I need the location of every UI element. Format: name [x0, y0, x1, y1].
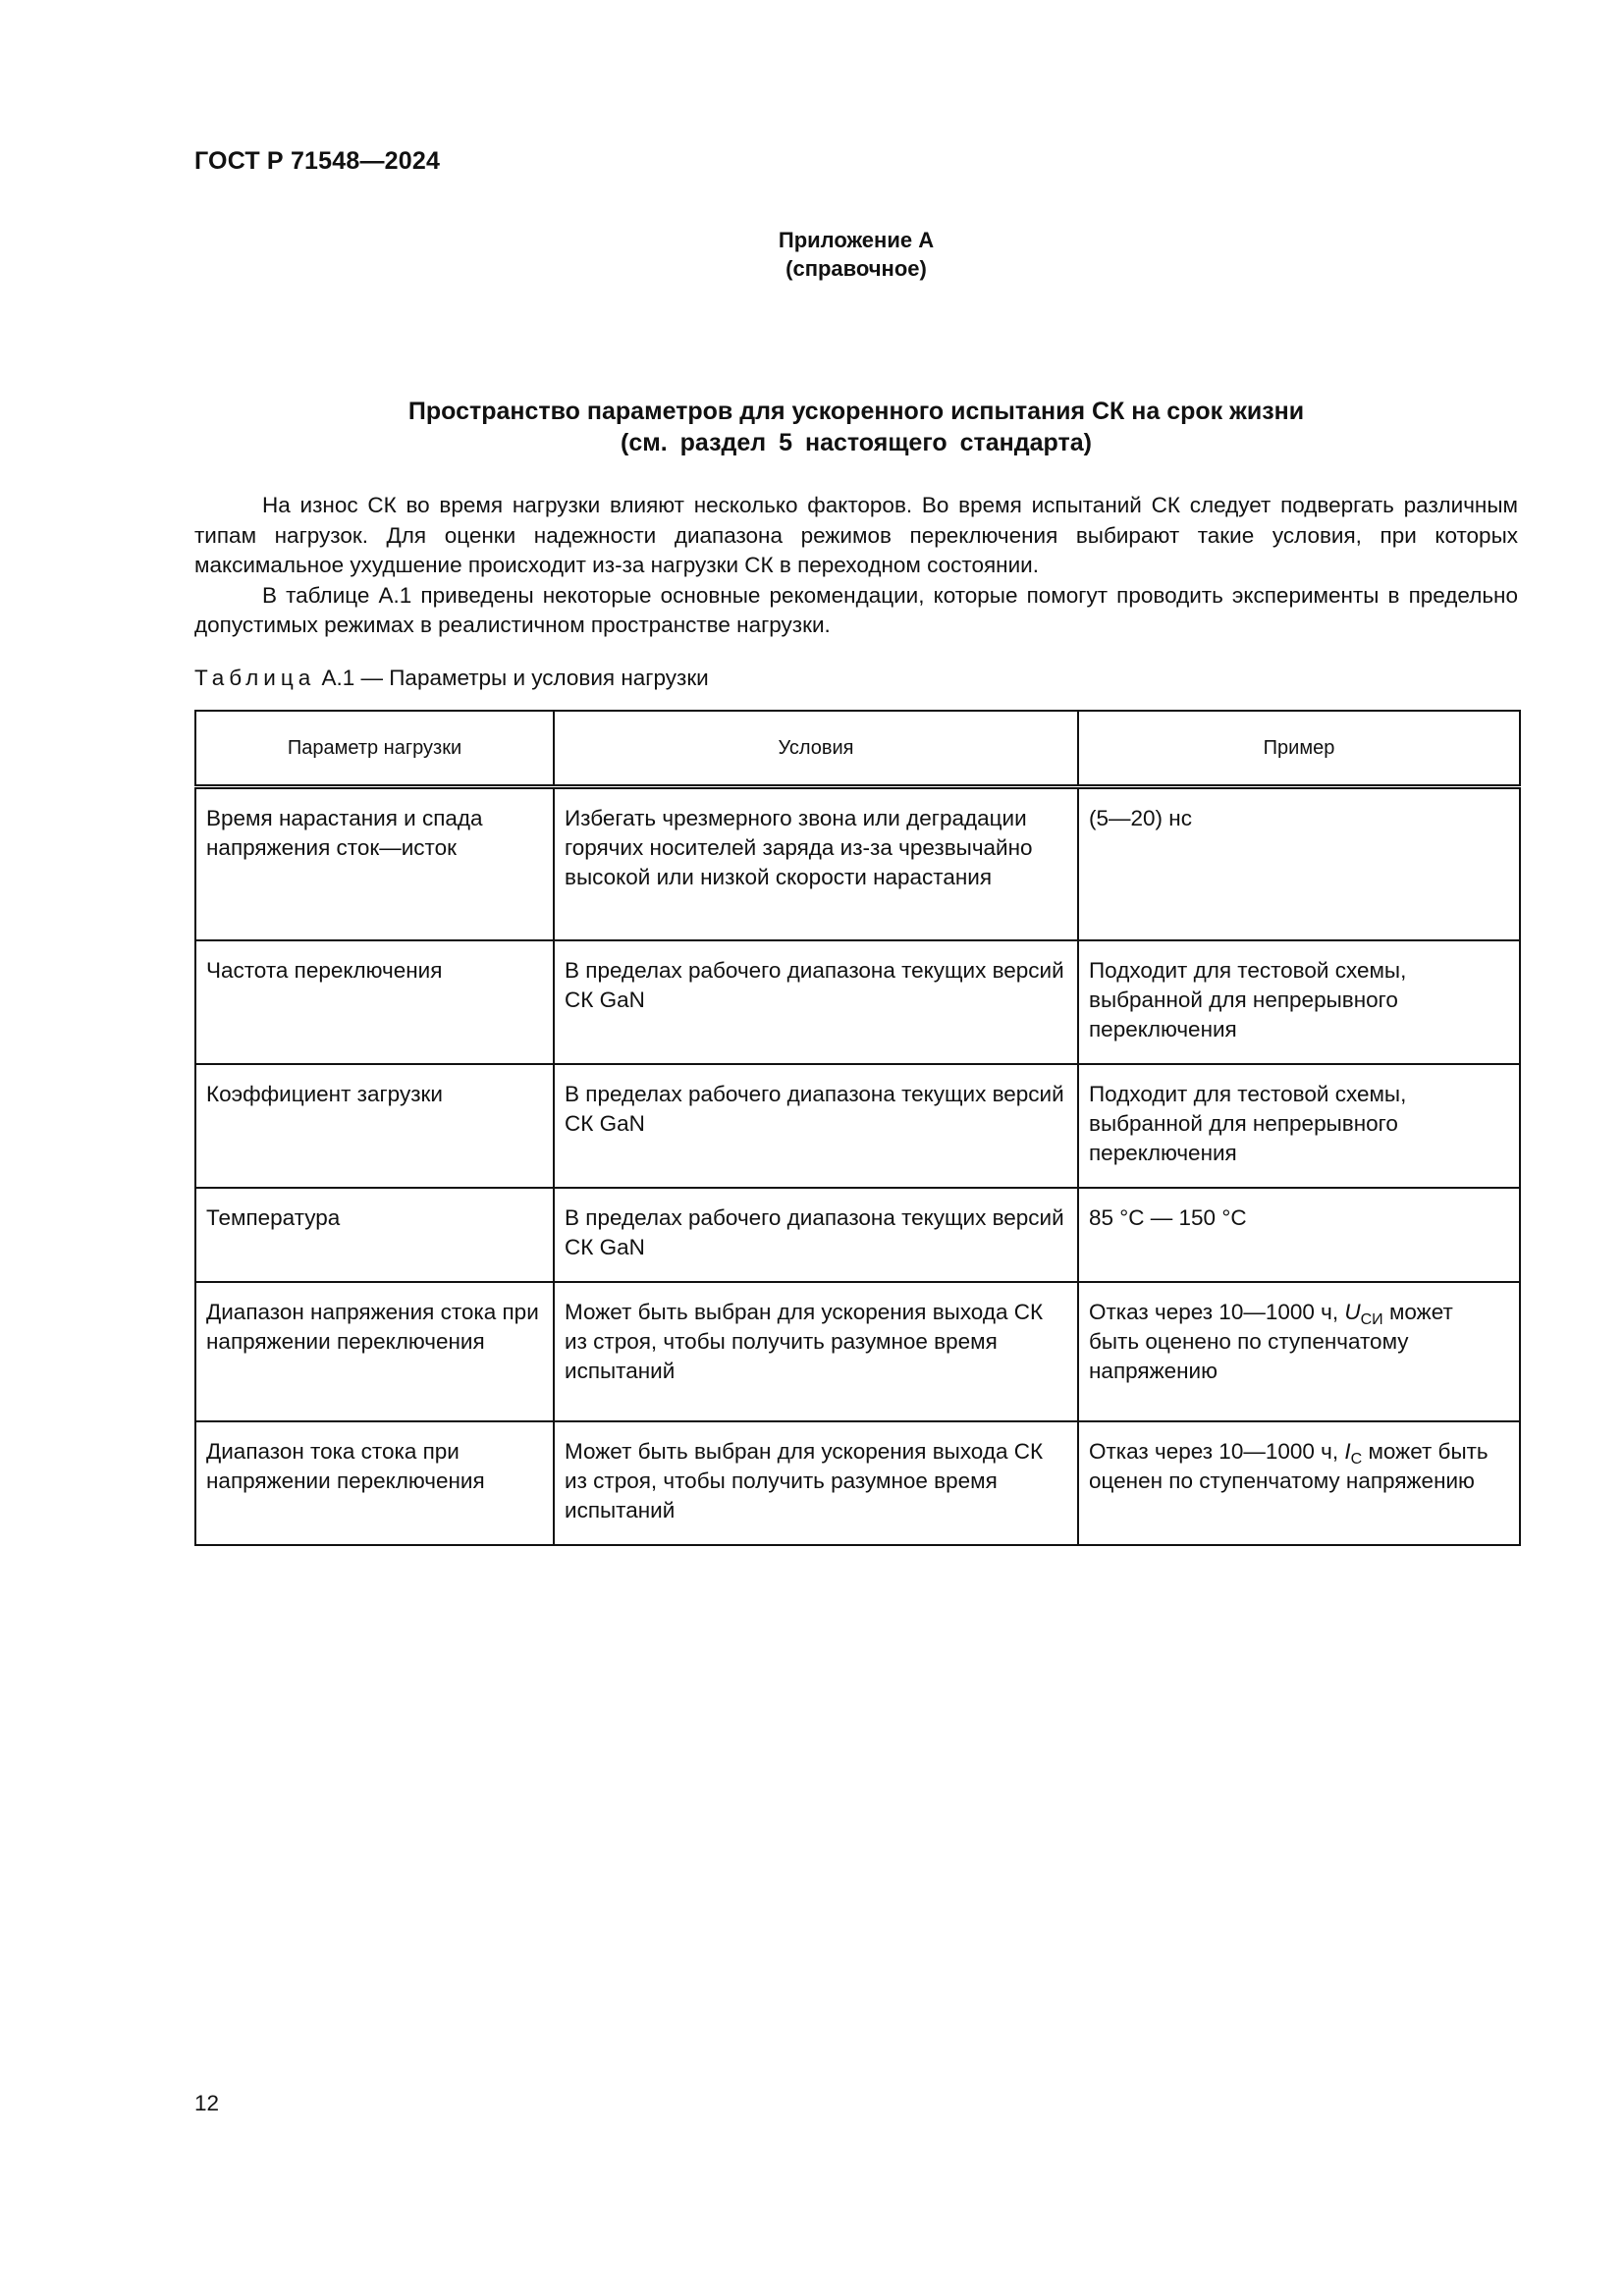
- cell-param: Время нарастания и спада напряжения сток—исток: [195, 787, 554, 940]
- table-header-row: [195, 711, 1520, 787]
- header-param: Параметр нагрузки: [195, 711, 554, 787]
- page-number: 12: [194, 2091, 220, 2115]
- standard-code: ГОСТ Р 71548—2024: [194, 147, 441, 175]
- cell-param: Диапазон тока стока при напряжении переключения: [195, 1421, 554, 1545]
- cell-param: Температура: [195, 1188, 554, 1282]
- current-symbol: I: [1344, 1438, 1351, 1464]
- cell-condition: Может быть выбран для ускорения выхода СК из строя, чтобы получить разумное время испытаний: [554, 1421, 1078, 1545]
- cell-condition: Избегать чрезмерного звона или деградации горячих носителей заряда из-за чрезвычайно высокой или низкой скорости нарастания: [554, 787, 1078, 940]
- appendix-heading: [194, 226, 1518, 283]
- cell-example: [1078, 1282, 1520, 1421]
- table-row: [195, 1282, 1520, 1421]
- example-text-pre: Отказ через 10—1000 ч,: [1089, 1438, 1345, 1464]
- appendix-type: (справочное): [785, 256, 927, 281]
- body-text: [194, 491, 1518, 641]
- cell-example: 85 °C — 150 °C: [1078, 1188, 1520, 1282]
- load-parameters-table: [194, 710, 1521, 1546]
- paragraph-1: На износ СК во время нагрузки влияют несколько факторов. Во время испытаний СК следует подвергать различным типам нагрузок. Для оценки надежности диапазона режимов переключения выбирают такие условия, при которых максимальное ухудшение происходит из-за нагрузки СК в переходном состоянии.: [194, 493, 1518, 577]
- cell-example: [1078, 1421, 1520, 1545]
- section-title-line2: (см. раздел 5 настоящего стандарта): [621, 429, 1092, 456]
- cell-example: Подходит для тестовой схемы, выбранной для непрерывного переключения: [1078, 940, 1520, 1064]
- header-example: Пример: [1078, 711, 1520, 787]
- cell-condition: В пределах рабочего диапазона текущих версий СК GaN: [554, 1064, 1078, 1188]
- cell-param: Диапазон напряжения стока при напряжении переключения: [195, 1282, 554, 1421]
- table-caption-text: А.1 — Параметры и условия нагрузки: [315, 666, 709, 690]
- section-title-line1: Пространство параметров для ускоренного испытания СК на срок жизни: [407, 398, 1305, 425]
- table-row: [195, 787, 1520, 940]
- appendix-label: Приложение А: [778, 228, 935, 252]
- cell-condition: В пределах рабочего диапазона текущих версий СК GaN: [554, 1188, 1078, 1282]
- section-title: [194, 396, 1518, 458]
- current-subscript: С: [1350, 1450, 1363, 1468]
- header-condition: Условия: [554, 711, 1078, 787]
- paragraph-2: В таблице А.1 приведены некоторые основные рекомендации, которые помогут проводить эксперименты в предельно допустимых режимах в реалистичном пространстве нагрузки.: [194, 582, 1518, 637]
- example-text-post: может быть оценено по ступенчатому напряжению: [1089, 1299, 1453, 1383]
- example-text-post: может быть оценен по ступенчатому напряжению: [1089, 1438, 1489, 1493]
- cell-example: (5—20) нс: [1078, 787, 1520, 940]
- table-row: [195, 1064, 1520, 1188]
- example-text-pre: Отказ через 10—1000 ч,: [1089, 1299, 1345, 1324]
- cell-condition: Может быть выбран для ускорения выхода СК из строя, чтобы получить разумное время испытаний: [554, 1282, 1078, 1421]
- cell-param: Частота переключения: [195, 940, 554, 1064]
- table-row: [195, 940, 1520, 1064]
- cell-condition: В пределах рабочего диапазона текущих версий СК GaN: [554, 940, 1078, 1064]
- table-row: [195, 1421, 1520, 1545]
- table-caption: [194, 666, 709, 691]
- voltage-subscript: СИ: [1360, 1310, 1383, 1328]
- table-row: [195, 1188, 1520, 1282]
- cell-example: Подходит для тестовой схемы, выбранной для непрерывного переключения: [1078, 1064, 1520, 1188]
- voltage-symbol: U: [1344, 1299, 1361, 1324]
- table-caption-word: Таблица: [194, 666, 316, 690]
- cell-param: Коэффициент загрузки: [195, 1064, 554, 1188]
